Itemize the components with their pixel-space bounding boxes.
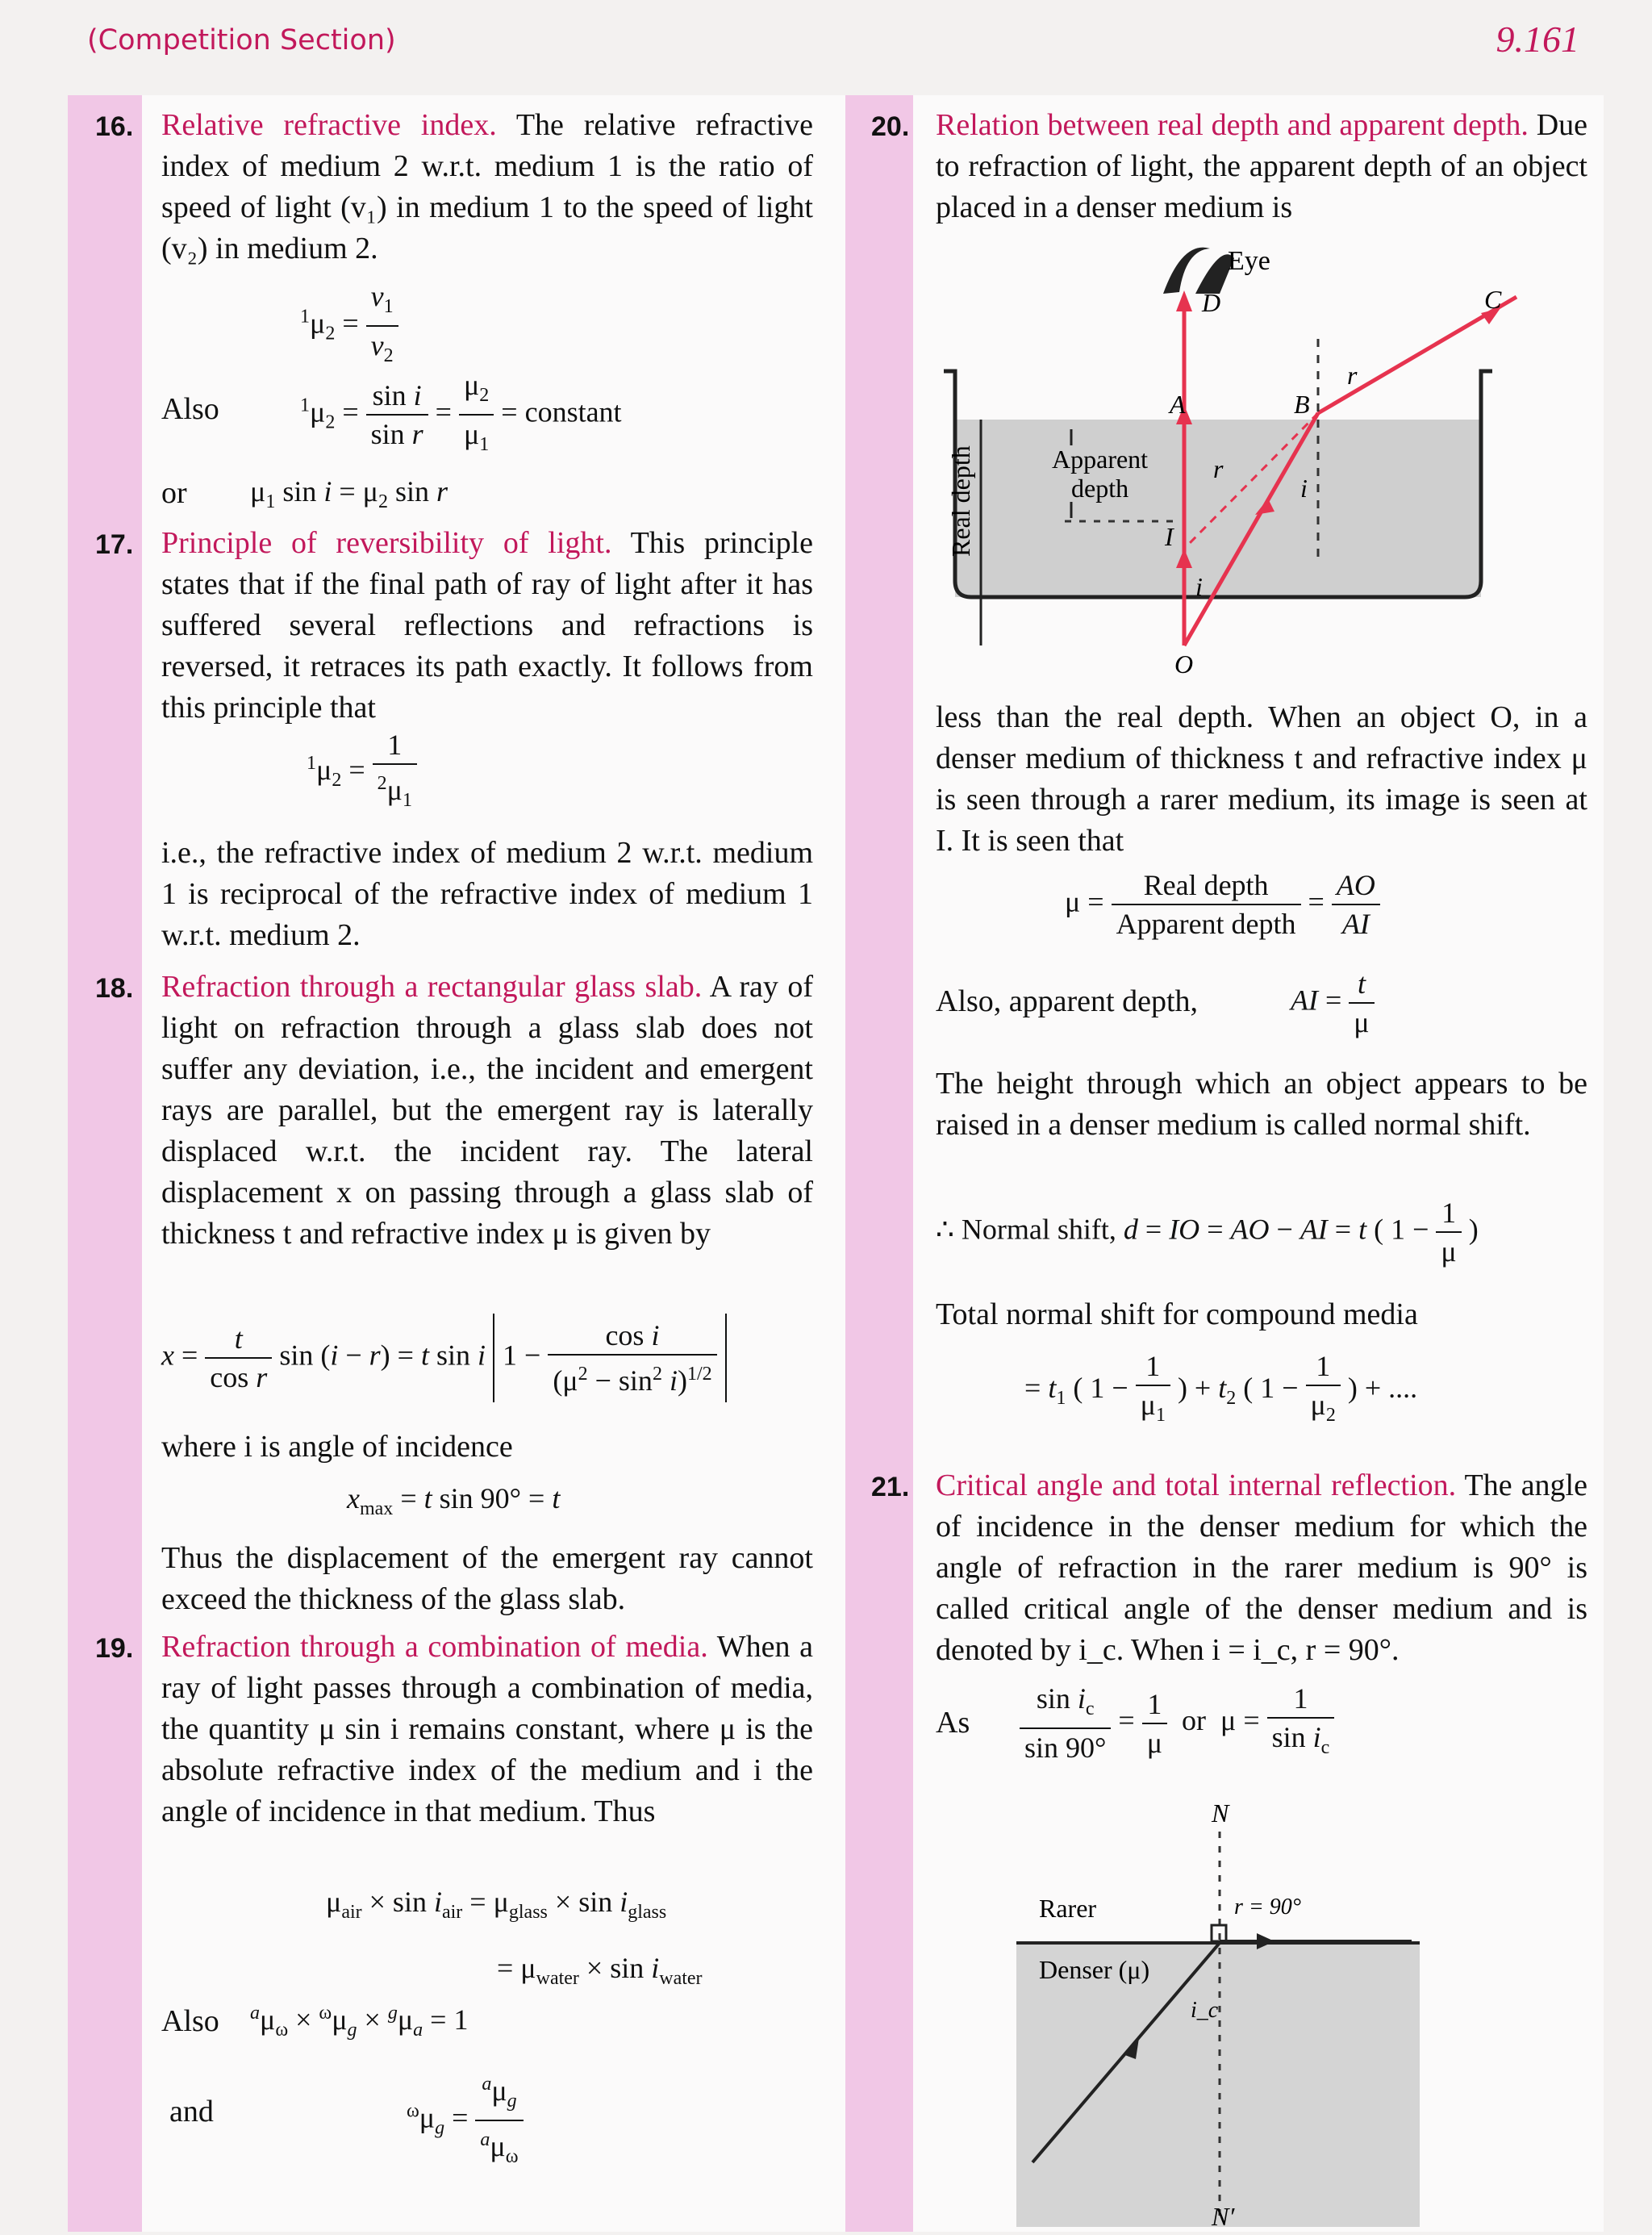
equation-16c: $\mu_1$ $\sin i = \mu_2$ sin r bbox=[250, 475, 448, 513]
label-real-depth: Real depth bbox=[946, 445, 975, 557]
section-17-paragraph bbox=[161, 523, 813, 729]
section-19-heading: Refraction through a combination of media. bbox=[161, 1630, 708, 1664]
item-number-19: 19. bbox=[95, 1633, 134, 1664]
section-19-paragraph bbox=[161, 1627, 813, 1832]
label-N: N bbox=[1212, 1798, 1229, 1828]
label-i-inner: i bbox=[1300, 474, 1308, 503]
page-number: 9.161 bbox=[1496, 19, 1579, 60]
label-O: O bbox=[1174, 650, 1194, 679]
equation-19b: = $\mu_{water} \times \sin i_{water}$ bbox=[497, 1952, 703, 1990]
section-16-heading: Relative refractive index. bbox=[161, 108, 497, 142]
item-number-21: 21. bbox=[871, 1472, 910, 1502]
label-D: D bbox=[1202, 288, 1221, 317]
equation-16b: $^1\mu_2$ = $\frac{\text{sin i}}{\text{sin r}}$ = $\frac{\mu_2}{\mu_1}$ = constant bbox=[300, 366, 622, 463]
and-label-19: and bbox=[169, 2095, 214, 2128]
equation-16a: $^1\mu_2$ = $\frac{v_1}{v_2}$ bbox=[300, 278, 398, 374]
label-apparent: Apparent bbox=[1052, 445, 1149, 474]
section-17-text: This principle states that if the final path of ray of light after it has suffered several reflections and refractions is reversed, it retraces its path exactly. It follows from this principle that bbox=[161, 526, 813, 725]
item-number-18: 18. bbox=[95, 973, 134, 1004]
section-20-heading: Relation between real depth and apparent depth. bbox=[936, 108, 1529, 142]
section-20-text4: Total normal shift for compound media bbox=[936, 1297, 1418, 1331]
label-r-inner: r bbox=[1213, 454, 1224, 483]
equation-18: x = $\frac{t}{\text{cos r}}$ sin (i − r) = t sin i 1 − $\frac{\text{cos i}}{(\mu^2 - \sin^2 i)^{1/2}}$ bbox=[161, 1314, 727, 1402]
arrow-up bbox=[1176, 290, 1192, 311]
section-18-where: where i is angle of incidence bbox=[161, 1430, 513, 1464]
equation-20b: AI = $\frac{t}{\mu}$ bbox=[1291, 965, 1375, 1041]
section-17-heading: Principle of reversibility of light. bbox=[161, 526, 612, 560]
section-17-ie-text: i.e., the refractive index of medium 2 w.r.t. medium 1 is reciprocal of the refractive index of medium 1 w.r.t. medium 2. bbox=[161, 836, 813, 952]
section-20-paragraph bbox=[936, 105, 1587, 228]
section-18-paragraph bbox=[161, 967, 813, 1255]
section-20-text3: The height through which an object appears to be raised in a denser medium is called normal shift. bbox=[936, 1067, 1587, 1142]
label-B: B bbox=[1294, 390, 1310, 419]
equation-19a: $\mu_{air} \times \sin i_{air} = \mu_{glass} \times \sin i_{glass}$ bbox=[326, 1886, 667, 1924]
section-18-text: A ray of light on refraction through a glass slab does not suffer any deviation, i.e., the incident and emergent rays are parallel, but the emergent ray is laterally displaced w.r.t. the incident ray. The lateral displacement x on passing through a glass slab of thickness t and refractive index μ is given by bbox=[161, 970, 813, 1251]
item-number-17: 17. bbox=[95, 529, 134, 560]
section-18-heading: Refraction through a rectangular glass slab. bbox=[161, 970, 703, 1004]
section-18-thus: Thus the displacement of the emergent ray cannot exceed the thickness of the glass slab. bbox=[161, 1541, 813, 1616]
critical-angle-diagram bbox=[1000, 1783, 1452, 2235]
item-number-16: 16. bbox=[95, 111, 134, 142]
or-label-16: or bbox=[161, 476, 187, 510]
section-21-text: The angle of incidence in the denser medium for which the angle of refraction in the rarer medium is 90° is called critical angle of the denser medium and is denoted by i_c. When i = i_c, r = 90°. bbox=[936, 1468, 1587, 1667]
equation-19d: $^\omega\mu_g$ = $\frac{^a\mu_g}{^a\mu_\omega}$ bbox=[407, 2066, 524, 2175]
label-I: I bbox=[1165, 522, 1174, 551]
left-margin-band bbox=[68, 95, 142, 2232]
section-21-heading: Critical angle and total internal reflection. bbox=[936, 1468, 1457, 1502]
label-N-prime: N′ bbox=[1212, 2202, 1235, 2231]
label-depth: depth bbox=[1071, 474, 1129, 503]
equation-21: $\frac{\sin i_c}{\sin 90^\circ}$ = $\frac{1}{\mu}$ or μ = $\frac{1}{\sin i_c}$ bbox=[1020, 1680, 1334, 1766]
label-r90: r = 90° bbox=[1234, 1895, 1301, 1920]
equation-20c: ∴ Normal shift, d = IO = AO − AI = t ( 1 − $\frac{1}{\mu}$ ) bbox=[936, 1194, 1479, 1270]
also-label-16: Also bbox=[161, 392, 219, 426]
label-i-bottom: i bbox=[1195, 572, 1203, 601]
denser-medium bbox=[955, 420, 1481, 597]
also-label-19: Also bbox=[161, 2004, 219, 2038]
label-C: C bbox=[1484, 285, 1502, 314]
section-16-text: The relative refractive index of medium 2 w.r.t. medium 1 is the ratio of speed of light (v₁) in medium 1 to the speed of light (v₂) in medium 2. bbox=[161, 108, 813, 265]
section-21-as: As bbox=[936, 1706, 970, 1740]
label-eye: Eye bbox=[1228, 246, 1270, 276]
equation-18-max: $x_{max} = t$ sin 90° = t bbox=[347, 1482, 561, 1520]
section-21-paragraph bbox=[936, 1465, 1587, 1671]
apparent-depth-diagram bbox=[936, 234, 1597, 686]
section-16-paragraph bbox=[161, 105, 813, 269]
section-20-also: Also, apparent depth, bbox=[936, 984, 1199, 1018]
label-ic: i_c bbox=[1191, 1998, 1219, 2023]
item-number-20: 20. bbox=[871, 111, 910, 142]
label-rarer: Rarer bbox=[1039, 1894, 1097, 1923]
right-margin-band bbox=[845, 95, 913, 2232]
label-denser: Denser (μ) bbox=[1039, 1955, 1150, 1984]
equation-19c: $^a\mu_\omega \times ^\omega\mu_g \times ^g\mu_a = 1$ bbox=[250, 2003, 469, 2041]
label-A: A bbox=[1170, 390, 1186, 419]
section-20-text1: Due to refraction of light, the apparent depth of an object placed in a denser medium is bbox=[936, 108, 1587, 224]
label-r-top: r bbox=[1347, 361, 1358, 390]
section-label: (Competition Section) bbox=[87, 24, 396, 56]
section-19-text: When a ray of light passes through a combination of media, the quantity μ sin i remains constant, where μ is the absolute refractive index of the medium and i the angle of incidence in that medium. Thus bbox=[161, 1630, 813, 1828]
denser-region bbox=[1016, 1945, 1420, 2227]
eye-icon bbox=[1163, 248, 1234, 294]
section-20-text2: less than the real depth. When an object O, in a denser medium of thickness t and refractive index μ is seen through a rarer medium, its image is seen at I. It is seen that bbox=[936, 700, 1587, 858]
equation-17: $^1\mu_2$ = $\frac{1}{^2\mu_1}$ bbox=[307, 726, 417, 819]
equation-20d: = $t_1$ ( 1 − $\frac{1}{\mu_1}$ ) + $t_2$ ( 1 − $\frac{1}{\mu_2}$ ) + .... bbox=[1024, 1347, 1417, 1434]
equation-20a: μ = $\frac{\text{Real depth}}{\text{Apparent depth}}$ = $\frac{AO}{AI}$ bbox=[1065, 867, 1380, 942]
